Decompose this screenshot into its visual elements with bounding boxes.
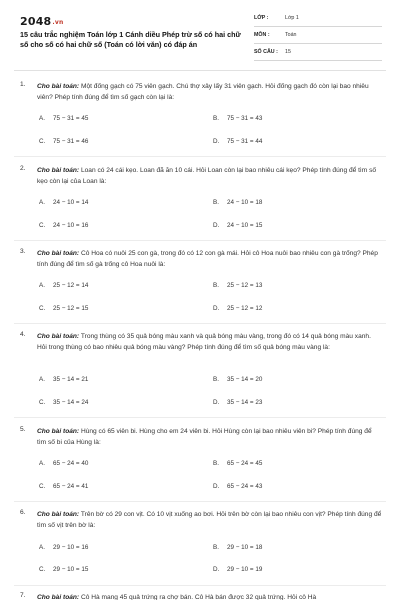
option-text: 65 − 24 = 45	[227, 460, 263, 467]
question-body: Trong thùng có 35 quả bóng màu xanh và quả bóng màu vàng, trong đó có 14 quả bóng màu xanh. Hỏi trong thùng có bao nhiêu quả bóng màu vàng? Phép tính đúng để tìm số quả bóng màu vàng là:	[37, 333, 371, 352]
option-letter: A.	[39, 376, 45, 383]
logo-suffix: .vn	[52, 19, 64, 26]
option-text: 25 − 12 = 15	[53, 305, 89, 312]
option-text: 24 − 10 = 18	[227, 199, 263, 206]
option-b[interactable]	[213, 544, 262, 551]
question-prefix: Cho bài toán:	[37, 594, 80, 600]
question-prefix: Cho bài toán:	[37, 511, 80, 518]
option-text: 75 − 31 = 45	[53, 115, 89, 122]
question-text	[37, 81, 382, 103]
meta-row-question-count	[254, 46, 382, 61]
option-text: 65 − 24 = 41	[53, 483, 89, 490]
option-d[interactable]	[213, 566, 262, 573]
option-a[interactable]	[39, 544, 88, 551]
option-c[interactable]	[39, 566, 88, 573]
question-body: Một đống gạch có 75 viên gạch. Chú thợ xây lấy 31 viên gạch. Hỏi đống gạch đó còn lại bao nhiêu viên? Phép tính đúng để tìm số gạch còn lại là:	[37, 83, 369, 102]
question-divider	[14, 585, 386, 586]
document-title: 15 câu trắc nghiệm Toán lớp 1 Cánh diều Phép trừ số có hai chữ số cho số có hai chữ số (Toán có lời văn) có đáp án	[20, 30, 241, 49]
option-letter: C.	[39, 566, 46, 573]
option-letter: C.	[39, 138, 46, 145]
option-letter: B.	[213, 199, 219, 206]
question-prefix: Cho bài toán:	[37, 333, 80, 340]
option-a[interactable]	[39, 460, 88, 467]
question-body: Cô Hà mang 45 quả trứng ra chợ bán. Cô Hà bán được 32 quả trứng. Hỏi cô Hà	[79, 594, 317, 600]
question-body: Loan có 24 cái kẹo. Loan đã ăn 10 cái. Hỏi Loan còn lại bao nhiêu cái kẹo? Phép tính đúng để tìm số kẹo còn lại của Loan là:	[37, 167, 377, 186]
option-b[interactable]	[213, 460, 262, 467]
option-text: 25 − 12 = 13	[227, 282, 263, 289]
option-text: 29 − 10 = 19	[227, 566, 263, 573]
question-body: Cô Hoa có nuôi 25 con gà, trong đó có 12 con gà mái. Hỏi cô Hoa nuôi bao nhiêu con gà trống? Phép tính đúng để tìm số gà trống cô Hoa nuôi là:	[37, 250, 378, 269]
question-prefix: Cho bài toán:	[37, 428, 80, 435]
header-divider	[14, 70, 386, 71]
option-letter: D.	[213, 138, 220, 145]
option-text: 75 − 31 = 46	[53, 138, 89, 145]
option-letter: C.	[39, 222, 46, 229]
question-number: 5.	[20, 426, 26, 433]
question-divider	[14, 501, 386, 502]
question-divider	[14, 417, 386, 418]
option-letter: C.	[39, 483, 46, 490]
option-letter: B.	[213, 460, 219, 467]
question-divider	[14, 323, 386, 324]
option-text: 35 − 14 = 20	[227, 376, 263, 383]
question-number: 2.	[20, 165, 26, 172]
option-c[interactable]	[39, 483, 88, 490]
option-c[interactable]	[39, 399, 88, 406]
option-c[interactable]	[39, 305, 88, 312]
question-number: 3.	[20, 248, 26, 255]
question-text	[37, 331, 382, 353]
question-body: Trên bờ có 29 con vịt. Có 10 vịt xuống ao bơi. Hỏi trên bờ còn lại bao nhiêu con vịt? Phép tính đúng để tìm số vịt trên bờ là:	[37, 511, 382, 530]
option-text: 29 − 10 = 15	[53, 566, 89, 573]
question-number: 4.	[20, 331, 26, 338]
option-letter: A.	[39, 544, 45, 551]
option-letter: A.	[39, 460, 45, 467]
option-text: 25 − 12 = 12	[227, 305, 263, 312]
meta-value: Lớp 1	[285, 15, 299, 21]
option-a[interactable]	[39, 282, 88, 289]
option-letter: B.	[213, 376, 219, 383]
meta-row-subject	[254, 29, 382, 44]
option-b[interactable]	[213, 115, 262, 122]
option-d[interactable]	[213, 399, 262, 406]
logo-text: 2048	[20, 15, 52, 28]
option-text: 35 − 14 = 24	[53, 399, 89, 406]
option-text: 24 − 10 = 14	[53, 199, 89, 206]
document-meta	[254, 12, 382, 63]
option-letter: C.	[39, 399, 46, 406]
question-prefix: Cho bài toán:	[37, 167, 80, 174]
option-text: 35 − 14 = 23	[227, 399, 263, 406]
option-letter: A.	[39, 282, 45, 289]
question-divider	[14, 156, 386, 157]
option-text: 24 − 10 = 16	[53, 222, 89, 229]
option-b[interactable]	[213, 199, 262, 206]
document-header	[0, 0, 400, 66]
option-text: 25 − 12 = 14	[53, 282, 89, 289]
option-a[interactable]	[39, 199, 88, 206]
option-letter: A.	[39, 115, 45, 122]
option-c[interactable]	[39, 222, 88, 229]
option-d[interactable]	[213, 305, 262, 312]
question-text	[37, 509, 382, 531]
meta-value: 15	[285, 49, 291, 55]
option-d[interactable]	[213, 483, 262, 490]
option-text: 65 − 24 = 40	[53, 460, 89, 467]
option-b[interactable]	[213, 282, 262, 289]
question-body: Hùng có 65 viên bi. Hùng cho em 24 viên bi. Hỏi Hùng còn lại bao nhiêu viên bi? Phép tính đúng để tìm số bi của Hùng là:	[37, 428, 372, 447]
option-text: 35 − 14 = 21	[53, 376, 89, 383]
question-prefix: Cho bài toán:	[37, 83, 80, 90]
meta-label: SỐ CÂU :	[254, 49, 278, 55]
option-letter: D.	[213, 399, 220, 406]
question-number: 6.	[20, 509, 26, 516]
question-number: 7.	[20, 592, 26, 599]
option-letter: C.	[39, 305, 46, 312]
meta-row-grade	[254, 12, 382, 27]
option-text: 75 − 31 = 43	[227, 115, 263, 122]
option-text: 29 − 10 = 16	[53, 544, 89, 551]
meta-label: MÔN :	[254, 32, 270, 38]
question-divider	[14, 240, 386, 241]
question-text	[37, 165, 382, 187]
option-d[interactable]	[213, 222, 262, 229]
option-text: 24 − 10 = 15	[227, 222, 263, 229]
option-text: 29 − 10 = 18	[227, 544, 263, 551]
option-letter: A.	[39, 199, 45, 206]
question-number: 1.	[20, 81, 26, 88]
question-prefix: Cho bài toán:	[37, 250, 80, 257]
option-letter: B.	[213, 544, 219, 551]
option-text: 65 − 24 = 43	[227, 483, 263, 490]
question-text	[37, 426, 382, 448]
meta-value: Toán	[285, 32, 297, 38]
option-text: 75 − 31 = 44	[227, 138, 263, 145]
option-letter: D.	[213, 222, 220, 229]
option-a[interactable]	[39, 376, 88, 383]
option-b[interactable]	[213, 376, 262, 383]
option-d[interactable]	[213, 138, 262, 145]
option-letter: B.	[213, 282, 219, 289]
option-letter: D.	[213, 566, 220, 573]
question-7	[20, 592, 385, 600]
question-text	[37, 592, 382, 600]
option-letter: D.	[213, 483, 220, 490]
question-text	[37, 248, 382, 270]
option-letter: D.	[213, 305, 220, 312]
site-logo[interactable]	[20, 15, 63, 28]
option-letter: B.	[213, 115, 219, 122]
option-c[interactable]	[39, 138, 88, 145]
option-a[interactable]	[39, 115, 88, 122]
meta-label: LỚP :	[254, 15, 269, 21]
